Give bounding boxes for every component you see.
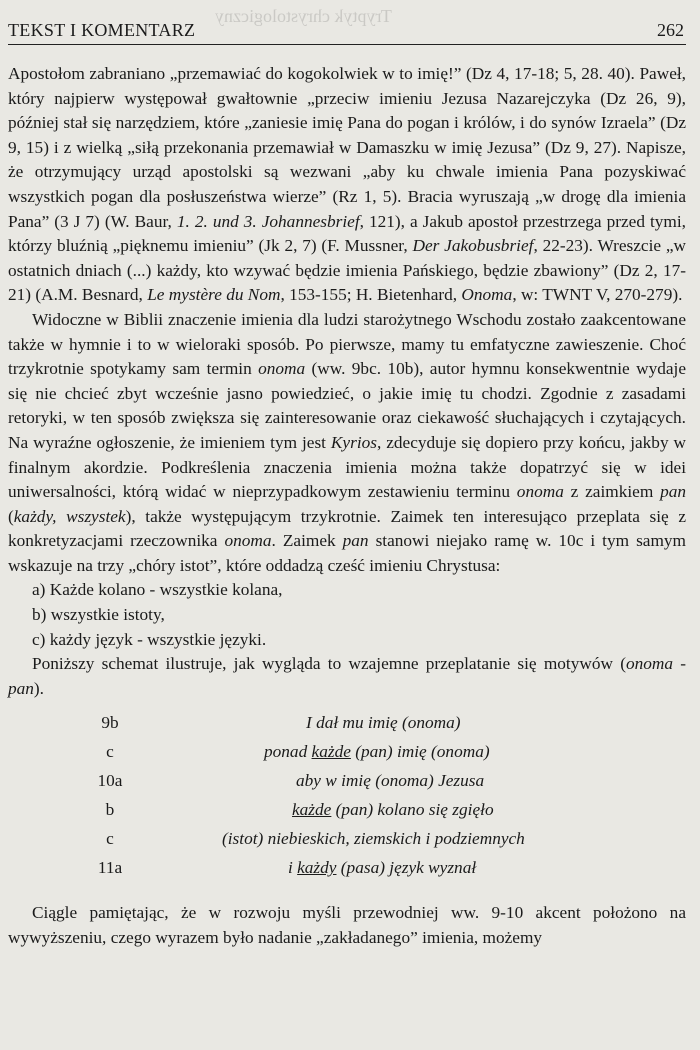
schema-row (8, 711, 686, 736)
paragraph-4 (8, 901, 686, 950)
verse-marker: 11a (97, 858, 123, 878)
italic-citation: 1. 2. und 3. Johannesbrief (176, 211, 360, 231)
italic-citation: Le mystère du Nom (147, 285, 281, 305)
choirs-list (8, 578, 686, 652)
italic-citation: Onoma (461, 285, 513, 305)
text-run: aby w imię (onoma) Jezusa (296, 771, 485, 791)
text-run: ponad (264, 742, 312, 762)
list-item: b) wszystkie istoty, (32, 605, 165, 625)
verse-marker: c (106, 742, 114, 762)
text-run: z zaimkiem (563, 482, 661, 502)
verse-marker: c (106, 829, 114, 849)
italic-term: onoma - pan (8, 654, 686, 698)
italic-citation: Der Jakobusbrief (412, 236, 534, 256)
text-run: , zdecyduje się dopiero przy końcu, jakby w finalnym akordzie. Podkreślenia znaczenia imienia można także dopatrzyć się w idei uniwersalności, którą widać w nieprzypadkowym zestawieniu terminu (8, 432, 686, 502)
schema-row (8, 856, 686, 881)
underlined-word: każde (311, 742, 351, 762)
verse-text (292, 798, 494, 823)
text-run: (pan) imię (onoma) (350, 742, 490, 762)
text-run: (pasa) język wyznał (336, 858, 477, 878)
text-run: , 121), a Jakub apostoł przestrzega przed tymi, którzy bluźnią „pięknemu imieniu” (Jk 2, 7) (F. Mussner, (8, 211, 686, 256)
text-run: Poniższy schemat ilustruje, jak wygląda to wzajemne przeplatanie się motywów ( (32, 654, 626, 674)
list-item: c) każdy język - wszystkie języki. (32, 629, 267, 649)
running-title: TEKST I KOMENTARZ (8, 20, 196, 40)
italic-term: każdy, wszystek (13, 506, 126, 526)
text-run: ( (8, 506, 14, 526)
text-run: , 153-155; H. Bietenhard, (280, 285, 462, 305)
text-run: stanowi niejako ramę w. 10c i tym samym wskazuje na trzy „chóry istot”, które oddadzą cześć imieniu Chrystusa: (8, 531, 686, 575)
verse-marker: 9b (101, 713, 119, 733)
italic-term: onoma (224, 531, 272, 551)
text-run: Ciągle pamiętając, że w rozwoju myśli przewodniej ww. 9-10 akcent położono na wywyższeniu, czego wyrazem było nadanie „zakładanego” imienia, możemy (8, 903, 686, 948)
main-text (8, 62, 686, 951)
verse-marker: 10a (97, 771, 123, 791)
paragraph-1 (8, 62, 686, 308)
paragraph-2 (8, 308, 686, 579)
page-number: 262 (657, 20, 684, 40)
paragraph-3 (8, 652, 686, 701)
text-run: (istot) niebieskich, ziemskich i podziemnych (222, 829, 525, 849)
verse-text (264, 740, 490, 765)
bleed-through-text: Tryptyk chrystologiczny (215, 6, 392, 26)
text-run: Apostołom zabraniano „przemawiać do kogokolwiek w to imię!” (Dz 4, 17-18; 5, 28. 40). Paweł, który najpierw występował gwałtownie „przeciw imieniu Jezusa Nazarejczyka (Dz 26, 9), później stał się narzędziem, które „zaniesie imię Pana do pogan i królów, i do synów Izraela” (Dz 9, 15) i z wielką „siłą przekonania przemawiał w Damaszku w imię Jezusa” (Dz 9, 27). Napisze, że otrzymujący urząd apostolski są wezwani „aby ku chwale imienia Pana pozyskiwać wszystkich pogan dla posłuszeństwa wierze” (Rz 1, 5). Bracia wyruszają „w drogę dla imienia Pana” (3 J 7) (W. Baur, (8, 64, 686, 231)
verse-text (222, 827, 525, 852)
verse-marker: b (105, 800, 115, 820)
schema-block (8, 711, 686, 891)
text-run: . Zaimek (271, 531, 343, 551)
text-run: , 22-23). Wreszcie „w ostatnich dniach (...) każdy, kto wzywać będzie imienia Pańskiego, będzie zbawiony” (Dz 2, 17-21) (A.M. Besnard, (8, 236, 687, 305)
text-run: (ww. 9bc. 10b), autor hymnu konsekwentnie wydaje się nie chcieć zbyt wcześnie jasno powiedzieć, o jakie imię tu chodzi. Zgodnie z zasadami retoryki, w ten sposób zwiększa się zainteresowanie oraz ciekawość słuchających i czytających. Na wyraźne ogłoszenie, że imieniem tym jest (8, 359, 686, 452)
italic-term: pan (660, 482, 686, 502)
verse-text (288, 856, 476, 881)
italic-term: pan (342, 531, 369, 551)
text-run: i (288, 858, 298, 878)
italic-term: onoma (516, 482, 564, 502)
verse-text (306, 711, 461, 736)
text-run: ), także występującym trzykrotnie. Zaimek ten interesująco przeplata się z konkretyzacjami rzeczownika (8, 506, 686, 551)
list-item: a) Każde kolano - wszystkie kolana, (32, 580, 283, 600)
verse-text (296, 769, 484, 794)
italic-term: onoma (258, 359, 306, 379)
underlined-word: każdy (297, 858, 337, 878)
schema-row (8, 740, 686, 765)
italic-term: Kyrios (330, 432, 377, 452)
text-run: Widoczne w Biblii znaczenie imienia dla ludzi starożytnego Wschodu zostało zaakcentowane także w hymnie i to w wieloraki sposób. Po pierwsze, mamy tu emfatyczne zawieszenie. Choć trzykrotnie spotykamy sam termin (8, 309, 686, 379)
text-run: I dał mu imię (onoma) (306, 713, 461, 733)
text-run: ). (33, 678, 44, 698)
schema-row (8, 827, 686, 852)
running-header (8, 16, 686, 45)
schema-row (8, 798, 686, 823)
text-run: , w: TWNT V, 270-279). (512, 285, 683, 305)
underlined-word: każde (292, 800, 332, 820)
text-run: (pan) kolano się zgięło (331, 800, 494, 820)
schema-row (8, 769, 686, 794)
